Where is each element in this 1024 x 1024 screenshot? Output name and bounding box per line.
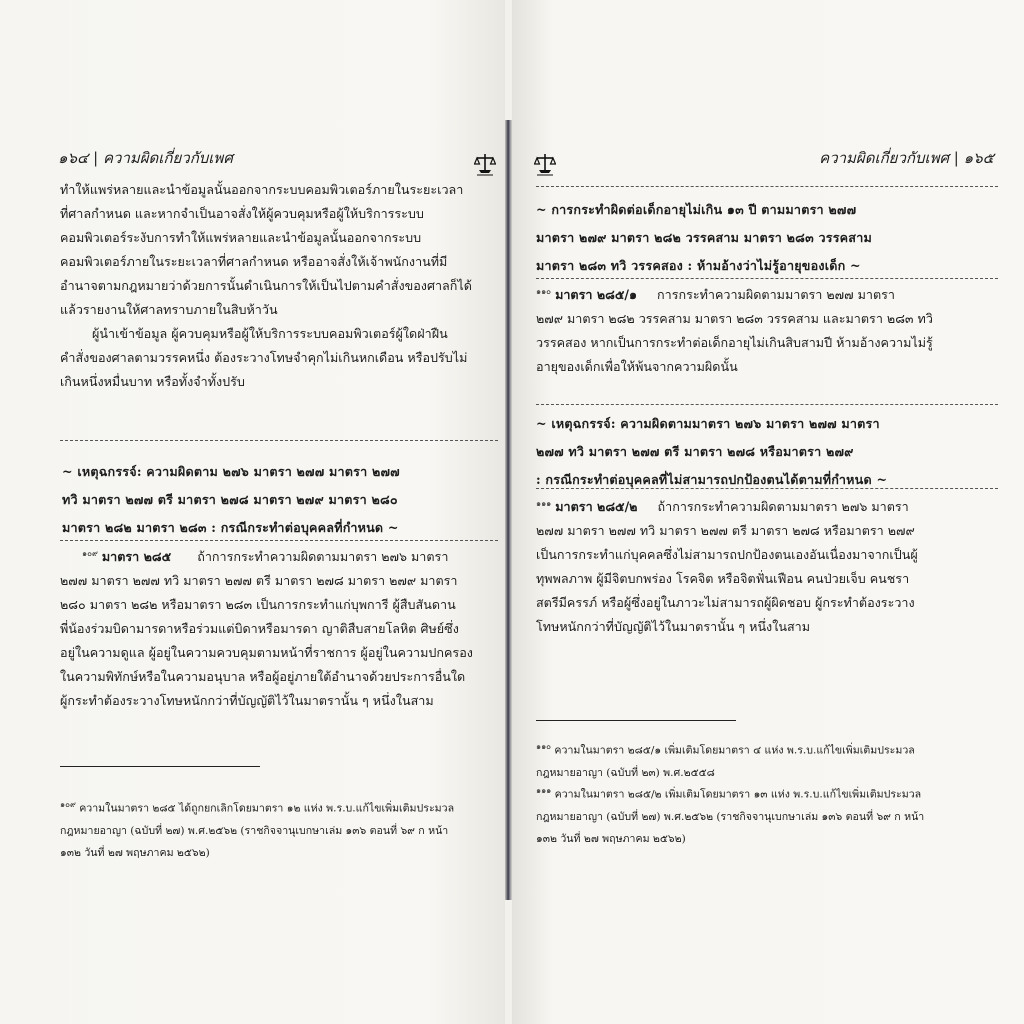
heading-line: ทวิ มาตรา ๒๗๗ ตรี มาตรา ๒๗๘ มาตรา ๒๗๙ มาตรา ๒๘๐ [62, 492, 398, 507]
aggravating-heading [536, 410, 887, 494]
section-285 [60, 542, 473, 713]
footnote-ref: ๑๑๐ [536, 287, 552, 296]
heading-line: มาตรา ๒๘๒ มาตรา ๒๘๓ : กรณีกระทำต่อบุคคลที่กำหนด ~ [62, 520, 399, 535]
section-text: การกระทำความผิดตามมาตรา ๒๗๗ มาตรา [657, 287, 895, 303]
footnote-number: ๑๑๐ [536, 742, 552, 751]
section-divider [536, 488, 998, 489]
section-line: อายุของเด็กเพื่อให้พ้นจากความผิดนั้น [536, 359, 738, 375]
section-line: ทุพพลภาพ ผู้มีจิตบกพร่อง โรคจิต หรือจิตฟั่นเฟือน คนป่วยเจ็บ คนชรา [536, 571, 910, 587]
heading-line: ~ เหตุฉกรรจ์: ความผิดตาม ๒๗๖ มาตรา ๒๗๗ มาตรา ๒๗๗ [62, 464, 400, 479]
footnote-line: ความในมาตรา ๒๘๕/๒ เพิ่มเติมโดยมาตรา ๑๓ แห่ง พ.ร.บ.แก้ไขเพิ่มเติมประมวล [554, 788, 922, 801]
footnote-line: กฎหมายอาญา (ฉบับที่ ๒๓) พ.ศ.๒๕๕๘ [536, 766, 715, 779]
section-line: ๒๘๐ มาตรา ๒๘๒ หรือมาตรา ๒๘๓ เป็นการกระทำแก่บุพการี ผู้สืบสันดาน [60, 597, 456, 613]
footnote-number: ๑๐๙ [60, 800, 76, 809]
footnote-110 [536, 736, 915, 784]
left-page [0, 0, 505, 1024]
heading-line: ~ การกระทำผิดต่อเด็กอายุไม่เกิน ๑๓ ปี ตามมาตรา ๒๗๗ [536, 202, 857, 217]
section-number: มาตรา ๒๘๕/๒ [555, 499, 638, 515]
footnote-number: ๑๑๑ [536, 786, 552, 795]
section-divider [536, 278, 998, 279]
footnote-line: ๑๓๒ วันที่ ๒๗ พฤษภาคม ๒๕๖๒) [536, 832, 686, 845]
footnote-divider [536, 720, 736, 721]
paragraph-line: คอมพิวเตอร์ภายในระยะเวลาที่ศาลกำหนด หรืออาจสั่งให้เจ้าพนักงานที่มี [60, 254, 448, 269]
section-line: โทษหนักกว่าที่บัญญัติไว้ในมาตรานั้น ๆ หนึ่งในสาม [536, 619, 811, 635]
paragraph-line: ทำให้แพร่หลายและนำข้อมูลนั้นออกจากระบบคอมพิวเตอร์ภายในระยะเวลา [60, 182, 464, 197]
footnote-line: กฎหมายอาญา (ฉบับที่ ๒๗) พ.ศ.๒๕๖๒ (ราชกิจจานุเบกษาเล่ม ๑๓๖ ตอนที่ ๖๙ ก หน้า [60, 824, 449, 837]
footnote-ref: ๑๐๙ [82, 549, 98, 558]
footnote-divider [60, 766, 260, 767]
section-285-2 [536, 492, 918, 639]
section-line: ในความพิทักษ์หรือในความอนุบาล หรือผู้อยู่ภายใต้อำนาจด้วยประการอื่นใด [60, 669, 466, 685]
section-285-1 [536, 280, 933, 379]
paragraph-line: คอมพิวเตอร์ระงับการทำให้แพร่หลายและนำข้อมูลนั้นออกจากระบบ [60, 230, 422, 245]
footnote-109 [60, 794, 454, 864]
section-number: มาตรา ๒๘๕/๑ [555, 287, 637, 303]
heading-line: : กรณีกระทำต่อบุคคลที่ไม่สามารถปกป้องตนได้ตามที่กำหนด ~ [536, 472, 888, 487]
scales-logo-icon [474, 152, 496, 176]
paragraph-line: อำนาจตามกฎหมายว่าด้วยการนั้นดำเนินการให้เป็นไปตามคำสั่งของศาลก็ได้ [60, 278, 472, 293]
section-divider [60, 540, 498, 541]
heading-line: ๒๗๗ ทวิ มาตรา ๒๗๗ ตรี มาตรา ๒๗๘ หรือมาตรา ๒๗๙ [536, 444, 854, 459]
section-divider [536, 186, 998, 187]
footnote-111 [536, 780, 924, 850]
heading-line: ~ เหตุฉกรรจ์: ความผิดตามมาตรา ๒๗๖ มาตรา ๒๗๗ มาตรา [536, 416, 880, 431]
heading-line: มาตรา ๒๗๙ มาตรา ๒๘๒ วรรคสาม มาตรา ๒๘๓ วรรคสาม [536, 230, 872, 245]
section-line: ผู้กระทำต้องระวางโทษหนักกว่าที่บัญญัติไว้ในมาตรานั้น ๆ หนึ่งในสาม [60, 693, 434, 709]
footnote-line: กฎหมายอาญา (ฉบับที่ ๒๗) พ.ศ.๒๕๖๒ (ราชกิจจานุเบกษาเล่ม ๑๓๖ ตอนที่ ๖๙ ก หน้า [536, 810, 925, 823]
paragraph-line: ที่ศาลกำหนด และหากจำเป็นอาจสั่งให้ผู้ควบคุมหรือผู้ให้บริการระบบ [60, 206, 424, 221]
section-line: เป็นการกระทำแก่บุคคลซึ่งไม่สามารถปกป้องตนเองอันเนื่องมาจากเป็นผู้ [536, 547, 918, 563]
paragraph-line: ผู้นำเข้าข้อมูล ผู้ควบคุมหรือผู้ให้บริการระบบคอมพิวเตอร์ผู้ใดฝ่าฝืน [60, 326, 448, 341]
paragraph-line: แล้วรายงานให้ศาลทราบภายในสิบห้าวัน [60, 302, 278, 317]
left-body-text [60, 178, 472, 394]
footnote-line: ความในมาตรา ๒๘๕/๑ เพิ่มเติมโดยมาตรา ๔ แห่ง พ.ร.บ.แก้ไขเพิ่มเติมประมวล [554, 744, 915, 757]
footnote-line: ความในมาตรา ๒๘๕ ได้ถูกยกเลิกโดยมาตรา ๑๒ แห่ง พ.ร.บ.แก้ไขเพิ่มเติมประมวล [79, 802, 455, 815]
footnote-line: ๑๓๒ วันที่ ๒๗ พฤษภาคม ๒๕๖๒) [60, 846, 210, 859]
section-divider [60, 440, 498, 441]
right-page [512, 0, 1024, 1024]
section-line: ๒๗๗ มาตรา ๒๗๗ ทวิ มาตรา ๒๗๗ ตรี มาตรา ๒๗๘ หรือมาตรา ๒๗๙ [536, 523, 915, 539]
section-text: ถ้าการกระทำความผิดตามมาตรา ๒๗๖ มาตรา [657, 499, 909, 515]
section-line: สตรีมีครรภ์ หรือผู้ซึ่งอยู่ในภาวะไม่สามารถผู้ผิดชอบ ผู้กระทำต้องระวาง [536, 595, 915, 611]
heading-line: มาตรา ๒๘๓ ทวิ วรรคสอง : ห้ามอ้างว่าไม่รู้อายุของเด็ก ~ [536, 258, 861, 273]
section-line: วรรคสอง หากเป็นการกระทำต่อเด็กอายุไม่เกินสิบสามปี ห้ามอ้างความไม่รู้ [536, 335, 933, 351]
footnote-ref: ๑๑๑ [536, 499, 552, 508]
right-page-header: ความผิดเกี่ยวกับเพศ | ๑๖๕ [819, 149, 994, 167]
section-line: อยู่ในความดูแล ผู้อยู่ในความควบคุมตามหน้าที่ราชการ ผู้อยู่ในความปกครอง [60, 645, 473, 661]
aggravating-heading [62, 458, 400, 542]
section-number: มาตรา ๒๘๕ [101, 549, 172, 565]
section-line: พี่น้องร่วมบิดามารดาหรือร่วมแต่บิดาหรือมารดา ญาติสืบสายโลหิต ศิษย์ซึ่ง [60, 621, 459, 637]
section-text: ถ้าการกระทำความผิดตามมาตรา ๒๗๖ มาตรา [197, 549, 449, 565]
section-line: ๒๗๙ มาตรา ๒๘๒ วรรคสาม มาตรา ๒๘๓ วรรคสาม และมาตรา ๒๘๓ ทวิ [536, 311, 933, 327]
paragraph-line: เกินหนึ่งหมื่นบาท หรือทั้งจำทั้งปรับ [60, 374, 245, 389]
section-divider [536, 404, 998, 405]
left-page-header: ๑๖๔ | ความผิดเกี่ยวกับเพศ [58, 149, 233, 167]
scales-logo-icon [534, 152, 556, 176]
section-line: ๒๗๗ มาตรา ๒๗๗ ทวิ มาตรา ๒๗๗ ตรี มาตรา ๒๗๘ มาตรา ๒๗๙ มาตรา [60, 573, 458, 589]
book-spine [505, 120, 512, 900]
child-offense-heading [536, 196, 872, 280]
paragraph-line: คำสั่งของศาลตามวรรคหนึ่ง ต้องระวางโทษจำคุกไม่เกินหกเดือน หรือปรับไม่ [60, 350, 468, 365]
